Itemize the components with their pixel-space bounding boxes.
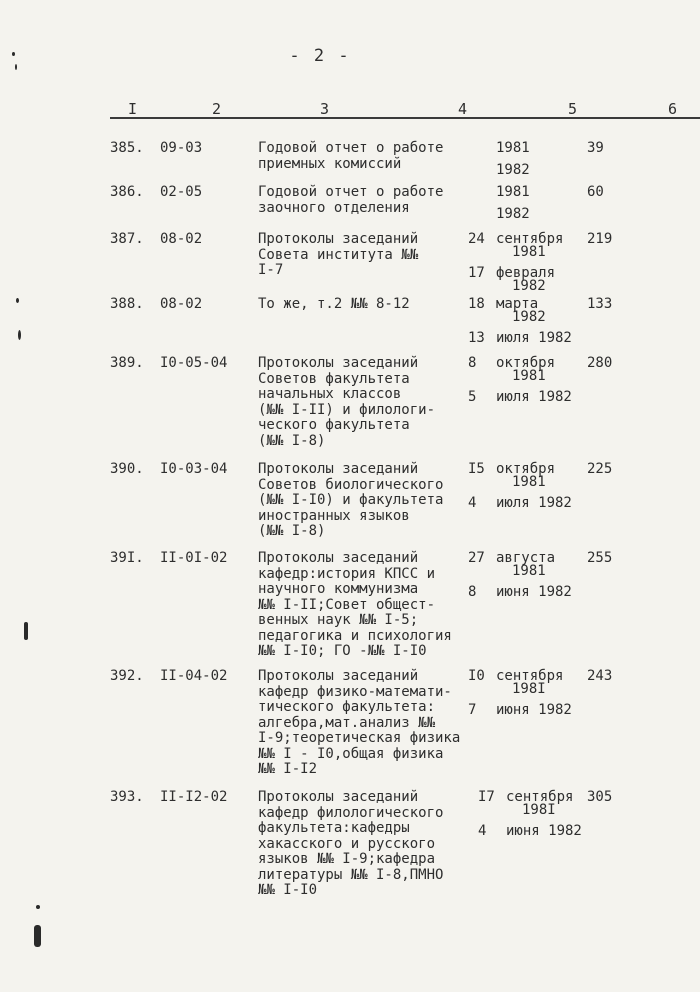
date-year: 1981: [512, 367, 546, 384]
date-range: [468, 297, 572, 347]
title-line: венных наук №№ I-5;: [258, 612, 419, 628]
date-range: [468, 141, 530, 178]
date-month: марта: [496, 296, 539, 312]
title-line: факультета:кафедры: [258, 820, 410, 836]
title-line: Протоколы заседаний: [258, 231, 419, 247]
date-day: I7: [478, 789, 495, 805]
title-line: (№№ I-I0) и факультета: [258, 492, 444, 508]
margin-mark: [16, 298, 19, 303]
date-month: октября: [496, 355, 556, 371]
date-day: 8: [468, 584, 477, 600]
date-month: 1981: [496, 140, 530, 156]
title-line: Годовой отчет о работе: [258, 140, 444, 156]
date-month: июня 1982: [496, 702, 572, 718]
sheet-count: 243: [587, 668, 613, 684]
date-month: августа: [496, 550, 556, 566]
title-line: ческого факультета: [258, 417, 410, 433]
title-line: (№№ I-8): [258, 432, 326, 449]
date-year: 1981: [512, 473, 546, 490]
index-code: 08-02: [160, 296, 203, 312]
date-day: I5: [468, 461, 485, 477]
column-header-5: 5: [568, 100, 578, 118]
column-header-3: 3: [320, 100, 330, 118]
date-year: 1981: [512, 562, 546, 579]
title-line: заочного отделения: [258, 199, 410, 216]
margin-mark: [15, 64, 17, 70]
record-title: [258, 669, 460, 778]
date-range: [468, 669, 572, 719]
start-date: [468, 185, 530, 201]
title-line: Совета института №№: [258, 246, 419, 263]
title-line: Протоколы заседаний: [258, 668, 419, 684]
column-header-1: I: [128, 100, 138, 118]
title-line: кафедр физико-математи-: [258, 683, 452, 700]
title-line: кафедр филологического: [258, 804, 444, 821]
title-line: №№ I-I2: [258, 761, 318, 777]
date-range: [468, 551, 572, 601]
date-month: октября: [496, 461, 556, 477]
row-number: 386.: [110, 184, 144, 200]
margin-mark: [34, 925, 41, 947]
date-year: 1982: [512, 277, 546, 294]
title-line: (№№ I-8): [258, 523, 326, 539]
date-year: 1982: [512, 308, 546, 325]
date-month: июля 1982: [496, 389, 572, 405]
date-day: 27: [468, 550, 485, 566]
start-date: [468, 141, 530, 157]
page-number: - 2 -: [289, 46, 351, 66]
title-line: Протоколы заседаний: [258, 461, 419, 477]
title-line: №№ I-I0; ГО -№№ I-I0: [258, 643, 427, 659]
date-month: февраля: [496, 265, 556, 281]
column-header-6: 6: [668, 100, 678, 118]
title-line: I-9;теоретическая физика: [258, 730, 461, 746]
row-number: 39I.: [110, 550, 144, 566]
date-range: [468, 356, 572, 406]
title-line: Годовой отчет о работе: [258, 184, 444, 200]
date-month: июля 1982: [496, 330, 572, 346]
end-date: [468, 496, 572, 512]
title-line: тического факультета:: [258, 699, 436, 715]
margin-mark: [18, 330, 21, 340]
row-number: 390.: [110, 461, 144, 477]
date-month: 1981: [496, 184, 530, 200]
date-range: [468, 462, 572, 512]
record-title: [258, 551, 452, 660]
title-line: Протоколы заседаний: [258, 355, 419, 371]
title-line: педагогика и психология: [258, 627, 452, 644]
date-day: I0: [468, 668, 485, 684]
end-date: [468, 207, 530, 223]
title-line: начальных классов: [258, 386, 402, 402]
index-code: I0-05-04: [160, 355, 228, 371]
date-day: 5: [468, 389, 477, 405]
title-line: То же, т.2 №№ 8-12: [258, 296, 410, 312]
title-line: приемных комиссий: [258, 155, 402, 172]
date-year: 198I: [512, 680, 546, 697]
sheet-count: 305: [587, 789, 613, 805]
end-date: [468, 331, 572, 347]
column-header-2: 2: [212, 100, 222, 118]
end-date: [478, 824, 582, 840]
date-day: 4: [468, 495, 477, 511]
index-code: 08-02: [160, 231, 203, 247]
row-number: 388.: [110, 296, 144, 312]
sheet-count: 39: [587, 140, 604, 156]
record-title: [258, 297, 410, 313]
column-header-4: 4: [458, 100, 468, 118]
title-line: Советов факультета: [258, 370, 410, 387]
date-month: июня 1982: [506, 823, 582, 839]
title-line: (№№ I-II) и филологи-: [258, 401, 436, 418]
date-range: [468, 185, 530, 222]
date-day: 7: [468, 702, 477, 718]
sheet-count: 225: [587, 461, 613, 477]
row-number: 387.: [110, 231, 144, 247]
index-code: 09-03: [160, 140, 203, 156]
date-month: июня 1982: [496, 584, 572, 600]
record-title: [258, 790, 443, 899]
date-year: 1981: [512, 243, 546, 260]
date-range: [468, 232, 563, 294]
title-line: №№ I-II;Совет общест-: [258, 596, 436, 613]
date-day: 18: [468, 296, 485, 312]
margin-mark: [24, 622, 28, 640]
row-number: 385.: [110, 140, 144, 156]
sheet-count: 255: [587, 550, 613, 566]
record-title: [258, 232, 418, 279]
title-line: Протоколы заседаний: [258, 550, 419, 566]
date-range: [478, 790, 582, 840]
title-line: алгебра,мат.анализ №№: [258, 714, 436, 731]
index-code: 02-05: [160, 184, 203, 200]
title-line: научного коммунизма: [258, 581, 419, 597]
index-code: II-0I-02: [160, 550, 228, 566]
title-line: кафедр:история КПСС и: [258, 565, 436, 582]
record-title: [258, 356, 435, 449]
title-line: литературы №№ I-8,ПМНО: [258, 866, 444, 883]
title-line: №№ I - I0,общая физика: [258, 745, 444, 762]
end-date: [468, 163, 530, 179]
date-day: 17: [468, 265, 485, 281]
title-line: языков №№ I-9;кафедра: [258, 851, 436, 867]
date-year: 198I: [522, 801, 556, 818]
date-month: сентября: [496, 231, 564, 247]
row-number: 393.: [110, 789, 144, 805]
title-line: Советов биологического: [258, 476, 444, 493]
end-date: [468, 703, 572, 719]
margin-mark: [36, 905, 40, 909]
date-month: сентября: [506, 789, 574, 805]
row-number: 389.: [110, 355, 144, 371]
sheet-count: 60: [587, 184, 604, 200]
date-month: июля 1982: [496, 495, 572, 511]
title-line: №№ I-I0: [258, 882, 318, 898]
title-line: I-7: [258, 262, 284, 278]
date-month: 1982: [496, 161, 530, 178]
end-date: [468, 585, 572, 601]
record-title: [258, 185, 443, 216]
title-line: Протоколы заседаний: [258, 789, 419, 805]
index-code: II-I2-02: [160, 789, 228, 805]
date-day: 13: [468, 330, 485, 346]
title-line: хакасского и русского: [258, 835, 436, 852]
title-line: иностранных языков: [258, 507, 410, 524]
sheet-count: 133: [587, 296, 613, 312]
sheet-count: 280: [587, 355, 613, 371]
index-code: I0-03-04: [160, 461, 228, 477]
record-title: [258, 141, 443, 172]
margin-mark: [12, 52, 15, 56]
date-month: сентября: [496, 668, 564, 684]
sheet-count: 219: [587, 231, 613, 247]
end-date: [468, 390, 572, 406]
date-month: 1982: [496, 205, 530, 222]
record-title: [258, 462, 443, 540]
date-day: 8: [468, 355, 477, 371]
row-number: 392.: [110, 668, 144, 684]
header-rule: [110, 117, 700, 119]
date-day: 4: [478, 823, 487, 839]
index-code: II-04-02: [160, 668, 228, 684]
date-day: 24: [468, 231, 485, 247]
